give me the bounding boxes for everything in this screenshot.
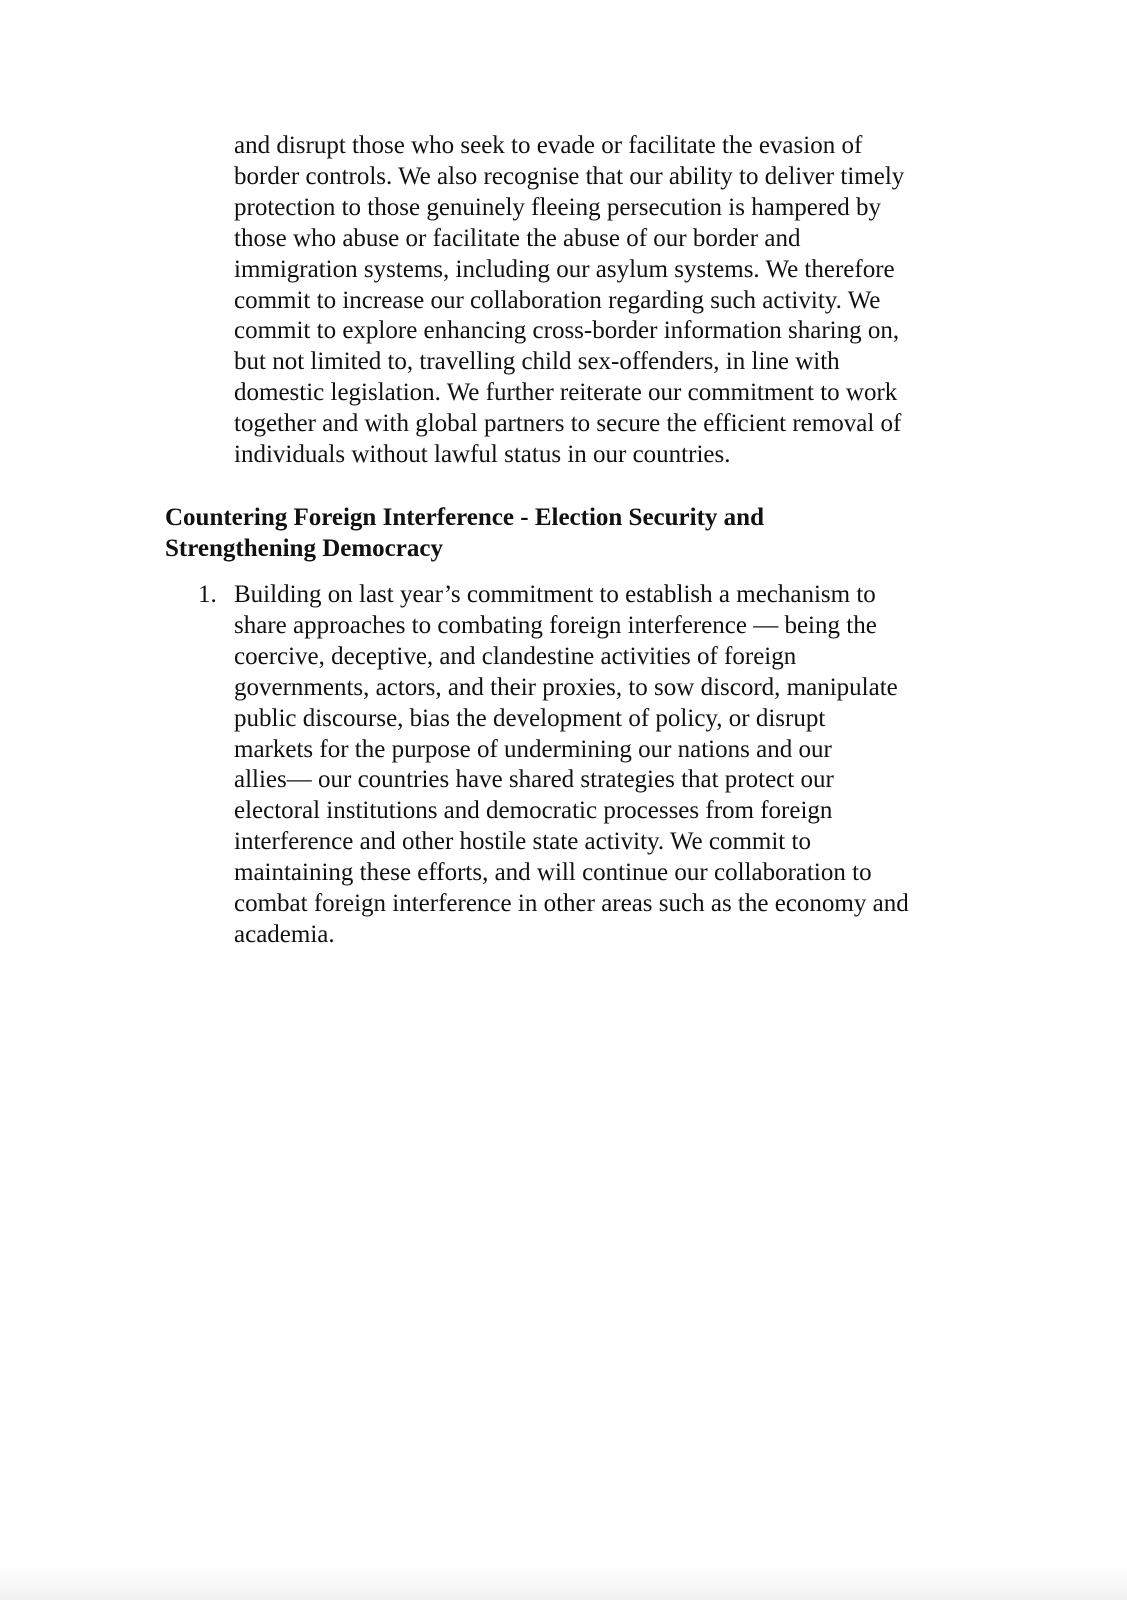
- paragraph-line: individuals without lawful status in our countries.: [234, 441, 731, 469]
- list-item-line: interference and other hostile state activity. We commit to: [234, 828, 811, 856]
- paragraph-line: immigration systems, including our asylum systems. We therefore: [234, 255, 895, 283]
- list-item-line: coercive, deceptive, and clandestine activities of foreign: [234, 642, 797, 670]
- page-bottom-shadow: [0, 1566, 1127, 1600]
- list-item-line: public discourse, bias the development of policy, or disrupt: [234, 704, 826, 732]
- paragraph-line: domestic legislation. We further reiterate our commitment to work: [234, 379, 898, 407]
- list-item-line: allies— our countries have shared strategies that protect our: [234, 766, 834, 794]
- paragraph-line: commit to increase our collaboration regarding such activity. We: [234, 286, 881, 314]
- list-item-line: maintaining these efforts, and will continue our collaboration to: [234, 859, 872, 887]
- list-item-line: Building on last year’s commitment to establish a mechanism to: [234, 581, 876, 608]
- section-heading: [165, 502, 965, 564]
- continued-paragraph: [234, 131, 974, 471]
- paragraph-line: border controls. We also recognise that our ability to deliver timely: [234, 162, 905, 190]
- list-item-line: markets for the purpose of undermining our nations and our: [234, 735, 832, 763]
- list-item-line: electoral institutions and democratic processes from foreign: [234, 797, 833, 825]
- heading-line: Strengthening Democracy: [165, 535, 443, 562]
- paragraph-line: and disrupt those who seek to evade or facilitate the evasion of: [234, 132, 863, 159]
- paragraph-line: together and with global partners to secure the efficient removal of: [234, 410, 902, 438]
- list-item-line: academia.: [234, 920, 335, 948]
- heading-line: Countering Foreign Interference - Election Security and: [165, 504, 764, 531]
- numbered-list-item: [198, 580, 988, 951]
- paragraph-line: protection to those genuinely fleeing persecution is hampered by: [234, 193, 882, 221]
- paragraph-line: commit to explore enhancing cross-border information sharing on,: [234, 317, 900, 345]
- list-item-line: governments, actors, and their proxies, to sow discord, manipulate: [234, 673, 898, 701]
- list-item-line: share approaches to combating foreign interference — being the: [234, 611, 877, 639]
- list-item-number: 1.: [198, 581, 217, 608]
- paragraph-line: those who abuse or facilitate the abuse of our border and: [234, 224, 801, 252]
- paragraph-line: but not limited to, travelling child sex-offenders, in line with: [234, 348, 840, 376]
- list-item-text: [234, 580, 974, 951]
- list-item-line: combat foreign interference in other areas such as the economy and: [234, 890, 909, 918]
